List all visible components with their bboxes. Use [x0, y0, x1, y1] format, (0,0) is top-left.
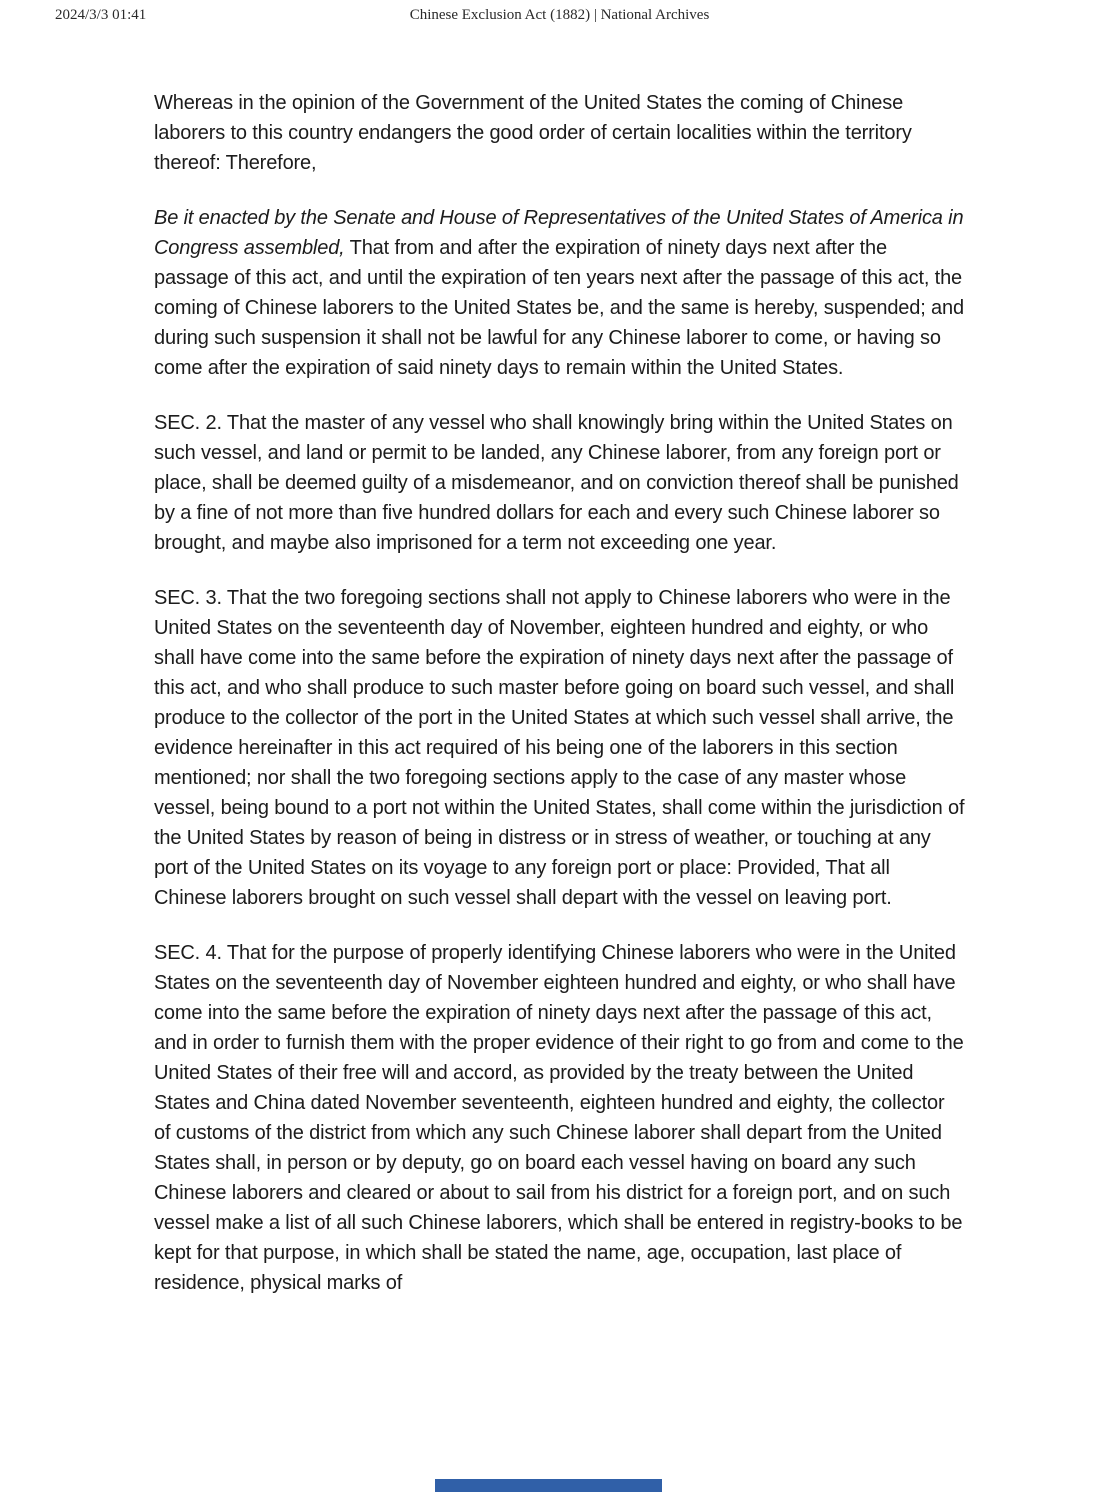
- paragraph: Whereas in the opinion of the Government of the United States the coming of Chinese laborers to this country endangers the good order of certain localities within the territory thereof: Therefore,: [154, 92, 912, 174]
- paragraph: SEC. 2. That the master of any vessel who shall knowingly bring within the United States on such vessel, and land or permit to be landed, any Chinese laborer, from any foreign port or place, shall be deemed guilty of a misdemeanor, and on conviction thereof shall be punished by a fine of not more than five hundred dollars for each and every such Chinese laborer so brought, and maybe also imprisoned for a term not exceeding one year.: [154, 412, 959, 554]
- next-page-banner-fragment: [435, 1479, 662, 1492]
- paragraph: SEC. 3. That the two foregoing sections shall not apply to Chinese laborers who were in the United States on the seventeenth day of November, eighteen hundred and eighty, or who shall have come into the same before the expiration of ninety days next after the passage of this act, and who shall produce to such master before going on board such vessel, and shall produce to the collector of the port in the United States at which such vessel shall arrive, the evidence hereinafter in this act required of his being one of the laborers in this section mentioned; nor shall the two foregoing sections apply to the case of any master whose vessel, being bound to a port not within the United States, shall come within the jurisdiction of the United States by reason of being in distress or in stress of weather, or touching at any port of the United States on its voyage to any foreign port or place: Provided, That all Chinese laborers brought on such vessel shall depart with the vessel on leaving port.: [154, 587, 965, 909]
- print-title: Chinese Exclusion Act (1882) | National Archives: [409, 7, 710, 23]
- paragraph: SEC. 4. That for the purpose of properly identifying Chinese laborers who were in the United States on the seventeenth day of November eighteen hundred and eighty, or who shall have come into the same before the expiration of ninety days next after the passage of this act, and in order to furnish them with the proper evidence of their right to go from and come to the United States of their free will and accord, as provided by the treaty between the United States and China dated November seventeenth, eighteen hundred and eighty, the collector of customs of the district from which any such Chinese laborer shall depart from the United States shall, in person or by deputy, go on board each vessel having on board any such Chinese laborers and cleared or about to sail from his district for a foreign port, and on such vessel make a list of all such Chinese laborers, which shall be entered in registry-books to be kept for that purpose, in which shall be stated the name, age, occupation, last place of residence, physical marks of: [154, 942, 964, 1294]
- print-header: [0, 0, 1119, 24]
- document-body: [154, 88, 965, 1298]
- enacting-clause-italic: Be it enacted by the Senate and House of Representatives of the United States of America in Congress assembled,: [154, 207, 964, 259]
- paragraph: Be it enacted by the Senate and House of Representatives of the United States of America in Congress assembled, That from and after the expiration of ninety days next after the passage of this act, and until the expiration of ten years next after the passage of this act, the coming of Chinese laborers to the United States be, and the same is hereby, suspended; and during such suspension it shall not be lawful for any Chinese laborer to come, or having so come after the expiration of said ninety days to remain within the United States.: [154, 207, 964, 379]
- print-timestamp: 2024/3/3 01:41: [55, 7, 147, 23]
